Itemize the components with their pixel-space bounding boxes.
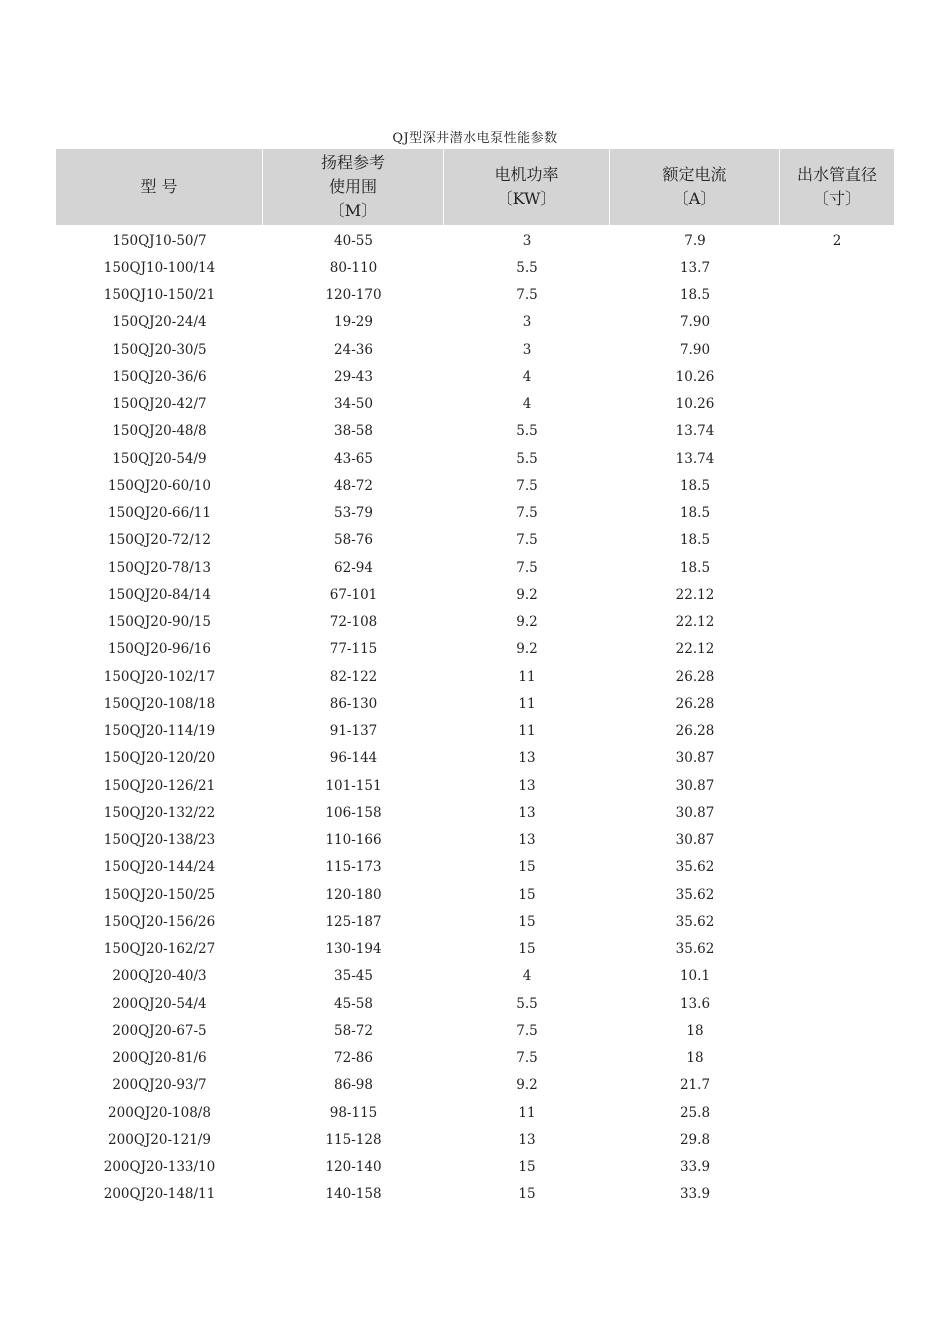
cell-motor-power: 7.5 [516,532,538,549]
table-row [56,391,894,418]
cell-motor-power: 13 [518,750,536,767]
cell-motor-power: 13 [518,1131,536,1148]
table-row [56,718,894,745]
cell-head-range: 58-72 [334,1022,373,1039]
cell-motor-power: 5.5 [516,423,538,440]
cell-head-range: 130-194 [325,941,382,958]
cell-model: 150QJ20-36/6 [112,368,207,385]
cell-head-range: 98-115 [329,1104,378,1121]
cell-outlet-diameter [780,309,894,336]
cell-model: 150QJ20-150/25 [103,886,216,903]
cell-head-range: 38-58 [334,423,373,440]
cell-motor-power: 11 [518,695,536,712]
table-row [56,282,894,309]
cell-model: 150QJ20-144/24 [103,859,216,876]
cell-motor-power: 15 [518,1159,536,1176]
cell-model: 150QJ20-132/22 [103,804,216,821]
cell-motor-power: 7.5 [516,1022,538,1039]
header-model: 型 号 [56,149,263,225]
cell-outlet-diameter [780,581,894,608]
cell-rated-current: 7.90 [679,341,711,358]
cell-outlet-diameter [780,1045,894,1072]
cell-motor-power: 11 [518,668,536,685]
table-body [56,227,894,1208]
cell-motor-power: 11 [518,1104,536,1121]
cell-outlet-diameter: 2 [832,232,842,249]
cell-model: 150QJ20-66/11 [108,505,211,522]
cell-outlet-diameter [780,445,894,472]
cell-model: 150QJ20-54/9 [112,450,207,467]
cell-outlet-diameter [780,527,894,554]
table-row [56,418,894,445]
table-row [56,336,894,363]
cell-motor-power: 9.2 [516,1077,538,1094]
cell-model: 150QJ20-72/12 [108,532,211,549]
cell-head-range: 80-110 [329,259,378,276]
cell-rated-current: 29.8 [679,1131,711,1148]
cell-outlet-diameter [780,772,894,799]
cell-motor-power: 3 [522,341,532,358]
cell-head-range: 58-76 [334,532,373,549]
cell-model: 200QJ20-148/11 [103,1186,216,1203]
cell-model: 200QJ20-93/7 [112,1077,207,1094]
table-row [56,772,894,799]
cell-head-range: 120-140 [325,1159,382,1176]
cell-rated-current: 7.90 [679,314,711,331]
table-header [56,149,894,225]
table-row [56,663,894,690]
cell-motor-power: 15 [518,886,536,903]
cell-motor-power: 7.5 [516,1050,538,1067]
cell-outlet-diameter [780,881,894,908]
cell-head-range: 125-187 [325,913,382,930]
cell-motor-power: 5.5 [516,450,538,467]
table-title: QJ型深井潜水电泵性能参数 [392,131,558,146]
cell-rated-current: 18 [686,1050,704,1067]
table-row [56,690,894,717]
cell-model: 150QJ10-100/14 [103,259,216,276]
cell-motor-power: 9.2 [516,641,538,658]
cell-rated-current: 22.12 [675,641,715,658]
cell-model: 150QJ10-150/21 [103,287,216,304]
cell-outlet-diameter [780,554,894,581]
cell-outlet-diameter [780,363,894,390]
table-row [56,1017,894,1044]
cell-rated-current: 22.12 [675,614,715,631]
table-row [56,936,894,963]
cell-rated-current: 26.28 [675,723,715,740]
table-row [56,908,894,935]
cell-rated-current: 18.5 [679,505,711,522]
cell-model: 150QJ20-48/8 [112,423,207,440]
cell-head-range: 110-166 [325,832,382,849]
cell-rated-current: 35.62 [675,941,715,958]
header-motor-power: 电机功率 〔KW〕 [444,149,610,225]
cell-rated-current: 35.62 [675,913,715,930]
cell-rated-current: 13.6 [679,995,711,1012]
cell-motor-power: 4 [522,396,532,413]
header-head-range: 扬程参考 使用围 〔M〕 [263,149,444,225]
cell-outlet-diameter [780,336,894,363]
cell-model: 200QJ20-67-5 [112,1022,207,1039]
cell-outlet-diameter [780,690,894,717]
cell-rated-current: 26.28 [675,695,715,712]
cell-rated-current: 13.74 [675,450,715,467]
cell-outlet-diameter [780,1099,894,1126]
table-row [56,1099,894,1126]
cell-outlet-diameter [780,990,894,1017]
cell-head-range: 140-158 [325,1186,382,1203]
cell-head-range: 43-65 [334,450,373,467]
cell-rated-current: 13.74 [675,423,715,440]
cell-motor-power: 9.2 [516,614,538,631]
cell-model: 200QJ20-108/8 [108,1104,211,1121]
table-row [56,445,894,472]
cell-rated-current: 30.87 [675,832,715,849]
cell-rated-current: 35.62 [675,859,715,876]
table-row [56,609,894,636]
cell-rated-current: 25.8 [679,1104,711,1121]
cell-head-range: 77-115 [329,641,378,658]
cell-motor-power: 3 [522,314,532,331]
cell-motor-power: 11 [518,723,536,740]
cell-outlet-diameter [780,500,894,527]
cell-model: 150QJ20-156/26 [103,913,216,930]
table-row [56,799,894,826]
cell-outlet-diameter [780,1154,894,1181]
cell-motor-power: 15 [518,1186,536,1203]
cell-rated-current: 35.62 [675,886,715,903]
cell-outlet-diameter [780,418,894,445]
table-row [56,500,894,527]
cell-head-range: 45-58 [334,995,373,1012]
cell-outlet-diameter [780,254,894,281]
cell-head-range: 48-72 [334,477,373,494]
cell-head-range: 115-128 [325,1131,382,1148]
cell-motor-power: 3 [522,232,532,249]
table-row [56,581,894,608]
header-outlet-diameter: 出水管直径 〔寸〕 [796,165,877,208]
cell-motor-power: 7.5 [516,287,538,304]
cell-rated-current: 22.12 [675,586,715,603]
cell-model: 150QJ20-114/19 [103,723,216,740]
cell-motor-power: 13 [518,777,536,794]
table-row [56,472,894,499]
table-row [56,1181,894,1208]
cell-outlet-diameter [780,827,894,854]
cell-head-range: 40-55 [334,232,373,249]
cell-model: 150QJ20-162/27 [103,941,216,958]
cell-rated-current: 26.28 [675,668,715,685]
cell-outlet-diameter [780,472,894,499]
cell-motor-power: 4 [522,368,532,385]
cell-motor-power: 5.5 [516,259,538,276]
cell-head-range: 115-173 [325,859,382,876]
cell-model: 150QJ20-24/4 [112,314,207,331]
cell-outlet-diameter [780,391,894,418]
cell-outlet-diameter [780,908,894,935]
table-row [56,745,894,772]
table-row [56,309,894,336]
cell-motor-power: 7.5 [516,559,538,576]
table-row [56,827,894,854]
cell-model: 200QJ20-54/4 [112,995,207,1012]
cell-motor-power: 9.2 [516,586,538,603]
table-row [56,227,894,254]
header-rated-current: 额定电流 〔A〕 [610,149,780,225]
cell-head-range: 120-170 [325,287,382,304]
cell-head-range: 82-122 [329,668,378,685]
cell-outlet-diameter [780,663,894,690]
cell-outlet-diameter [780,745,894,772]
table-row [56,554,894,581]
cell-motor-power: 7.5 [516,477,538,494]
cell-head-range: 72-108 [329,614,378,631]
cell-head-range: 34-50 [334,396,373,413]
cell-motor-power: 7.5 [516,505,538,522]
cell-motor-power: 15 [518,859,536,876]
cell-head-range: 29-43 [334,368,373,385]
table-row [56,363,894,390]
table-row [56,636,894,663]
cell-outlet-diameter [780,282,894,309]
cell-head-range: 91-137 [329,723,378,740]
cell-outlet-diameter [780,1072,894,1099]
cell-model: 150QJ20-126/21 [103,777,216,794]
cell-outlet-diameter [780,963,894,990]
cell-model: 200QJ20-81/6 [112,1050,207,1067]
cell-outlet-diameter [780,799,894,826]
cell-rated-current: 10.26 [675,396,715,413]
cell-model: 150QJ20-78/13 [108,559,211,576]
cell-motor-power: 15 [518,941,536,958]
cell-model: 150QJ20-120/20 [103,750,216,767]
table-row [56,854,894,881]
cell-model: 200QJ20-133/10 [103,1159,216,1176]
cell-motor-power: 13 [518,804,536,821]
cell-motor-power: 4 [522,968,532,985]
table-row [56,254,894,281]
table-row [56,527,894,554]
cell-rated-current: 18 [686,1022,704,1039]
cell-outlet-diameter [780,1017,894,1044]
cell-model: 150QJ20-60/10 [108,477,211,494]
cell-rated-current: 30.87 [675,804,715,821]
table-row [56,1126,894,1153]
cell-model: 150QJ20-102/17 [103,668,216,685]
cell-model: 150QJ20-138/23 [103,832,216,849]
table-row [56,963,894,990]
cell-model: 150QJ20-90/15 [108,614,211,631]
cell-head-range: 72-86 [334,1050,373,1067]
cell-motor-power: 15 [518,913,536,930]
cell-head-range: 86-130 [329,695,378,712]
cell-rated-current: 10.26 [675,368,715,385]
cell-rated-current: 30.87 [675,750,715,767]
cell-outlet-diameter [780,1126,894,1153]
cell-outlet-diameter [780,854,894,881]
cell-head-range: 101-151 [325,777,382,794]
cell-model: 150QJ20-84/14 [108,586,211,603]
cell-head-range: 106-158 [325,804,382,821]
cell-rated-current: 33.9 [679,1186,711,1203]
cell-head-range: 62-94 [334,559,373,576]
table-row [56,990,894,1017]
cell-motor-power: 13 [518,832,536,849]
cell-model: 150QJ20-42/7 [112,396,207,413]
cell-rated-current: 18.5 [679,532,711,549]
cell-rated-current: 30.87 [675,777,715,794]
cell-head-range: 67-101 [329,586,378,603]
cell-rated-current: 18.5 [679,559,711,576]
cell-head-range: 96-144 [329,750,378,767]
cell-head-range: 120-180 [325,886,382,903]
table-row [56,881,894,908]
table-row [56,1154,894,1181]
cell-head-range: 53-79 [334,505,373,522]
cell-outlet-diameter [780,636,894,663]
cell-rated-current: 21.7 [679,1077,711,1094]
cell-model: 150QJ20-30/5 [112,341,207,358]
cell-model: 200QJ20-121/9 [108,1131,211,1148]
cell-outlet-diameter [780,718,894,745]
cell-head-range: 86-98 [334,1077,373,1094]
cell-motor-power: 5.5 [516,995,538,1012]
cell-head-range: 24-36 [334,341,373,358]
cell-rated-current: 18.5 [679,287,711,304]
cell-outlet-diameter [780,936,894,963]
cell-rated-current: 33.9 [679,1159,711,1176]
cell-rated-current: 10.1 [679,968,711,985]
cell-head-range: 19-29 [334,314,373,331]
cell-model: 150QJ10-50/7 [112,232,207,249]
cell-rated-current: 7.9 [684,232,706,249]
table-row [56,1045,894,1072]
cell-outlet-diameter [780,1181,894,1208]
cell-model: 150QJ20-96/16 [108,641,211,658]
table-row [56,1072,894,1099]
cell-model: 200QJ20-40/3 [112,968,207,985]
cell-model: 150QJ20-108/18 [103,695,216,712]
cell-outlet-diameter [780,609,894,636]
cell-head-range: 35-45 [334,968,373,985]
cell-rated-current: 18.5 [679,477,711,494]
cell-rated-current: 13.7 [679,259,711,276]
